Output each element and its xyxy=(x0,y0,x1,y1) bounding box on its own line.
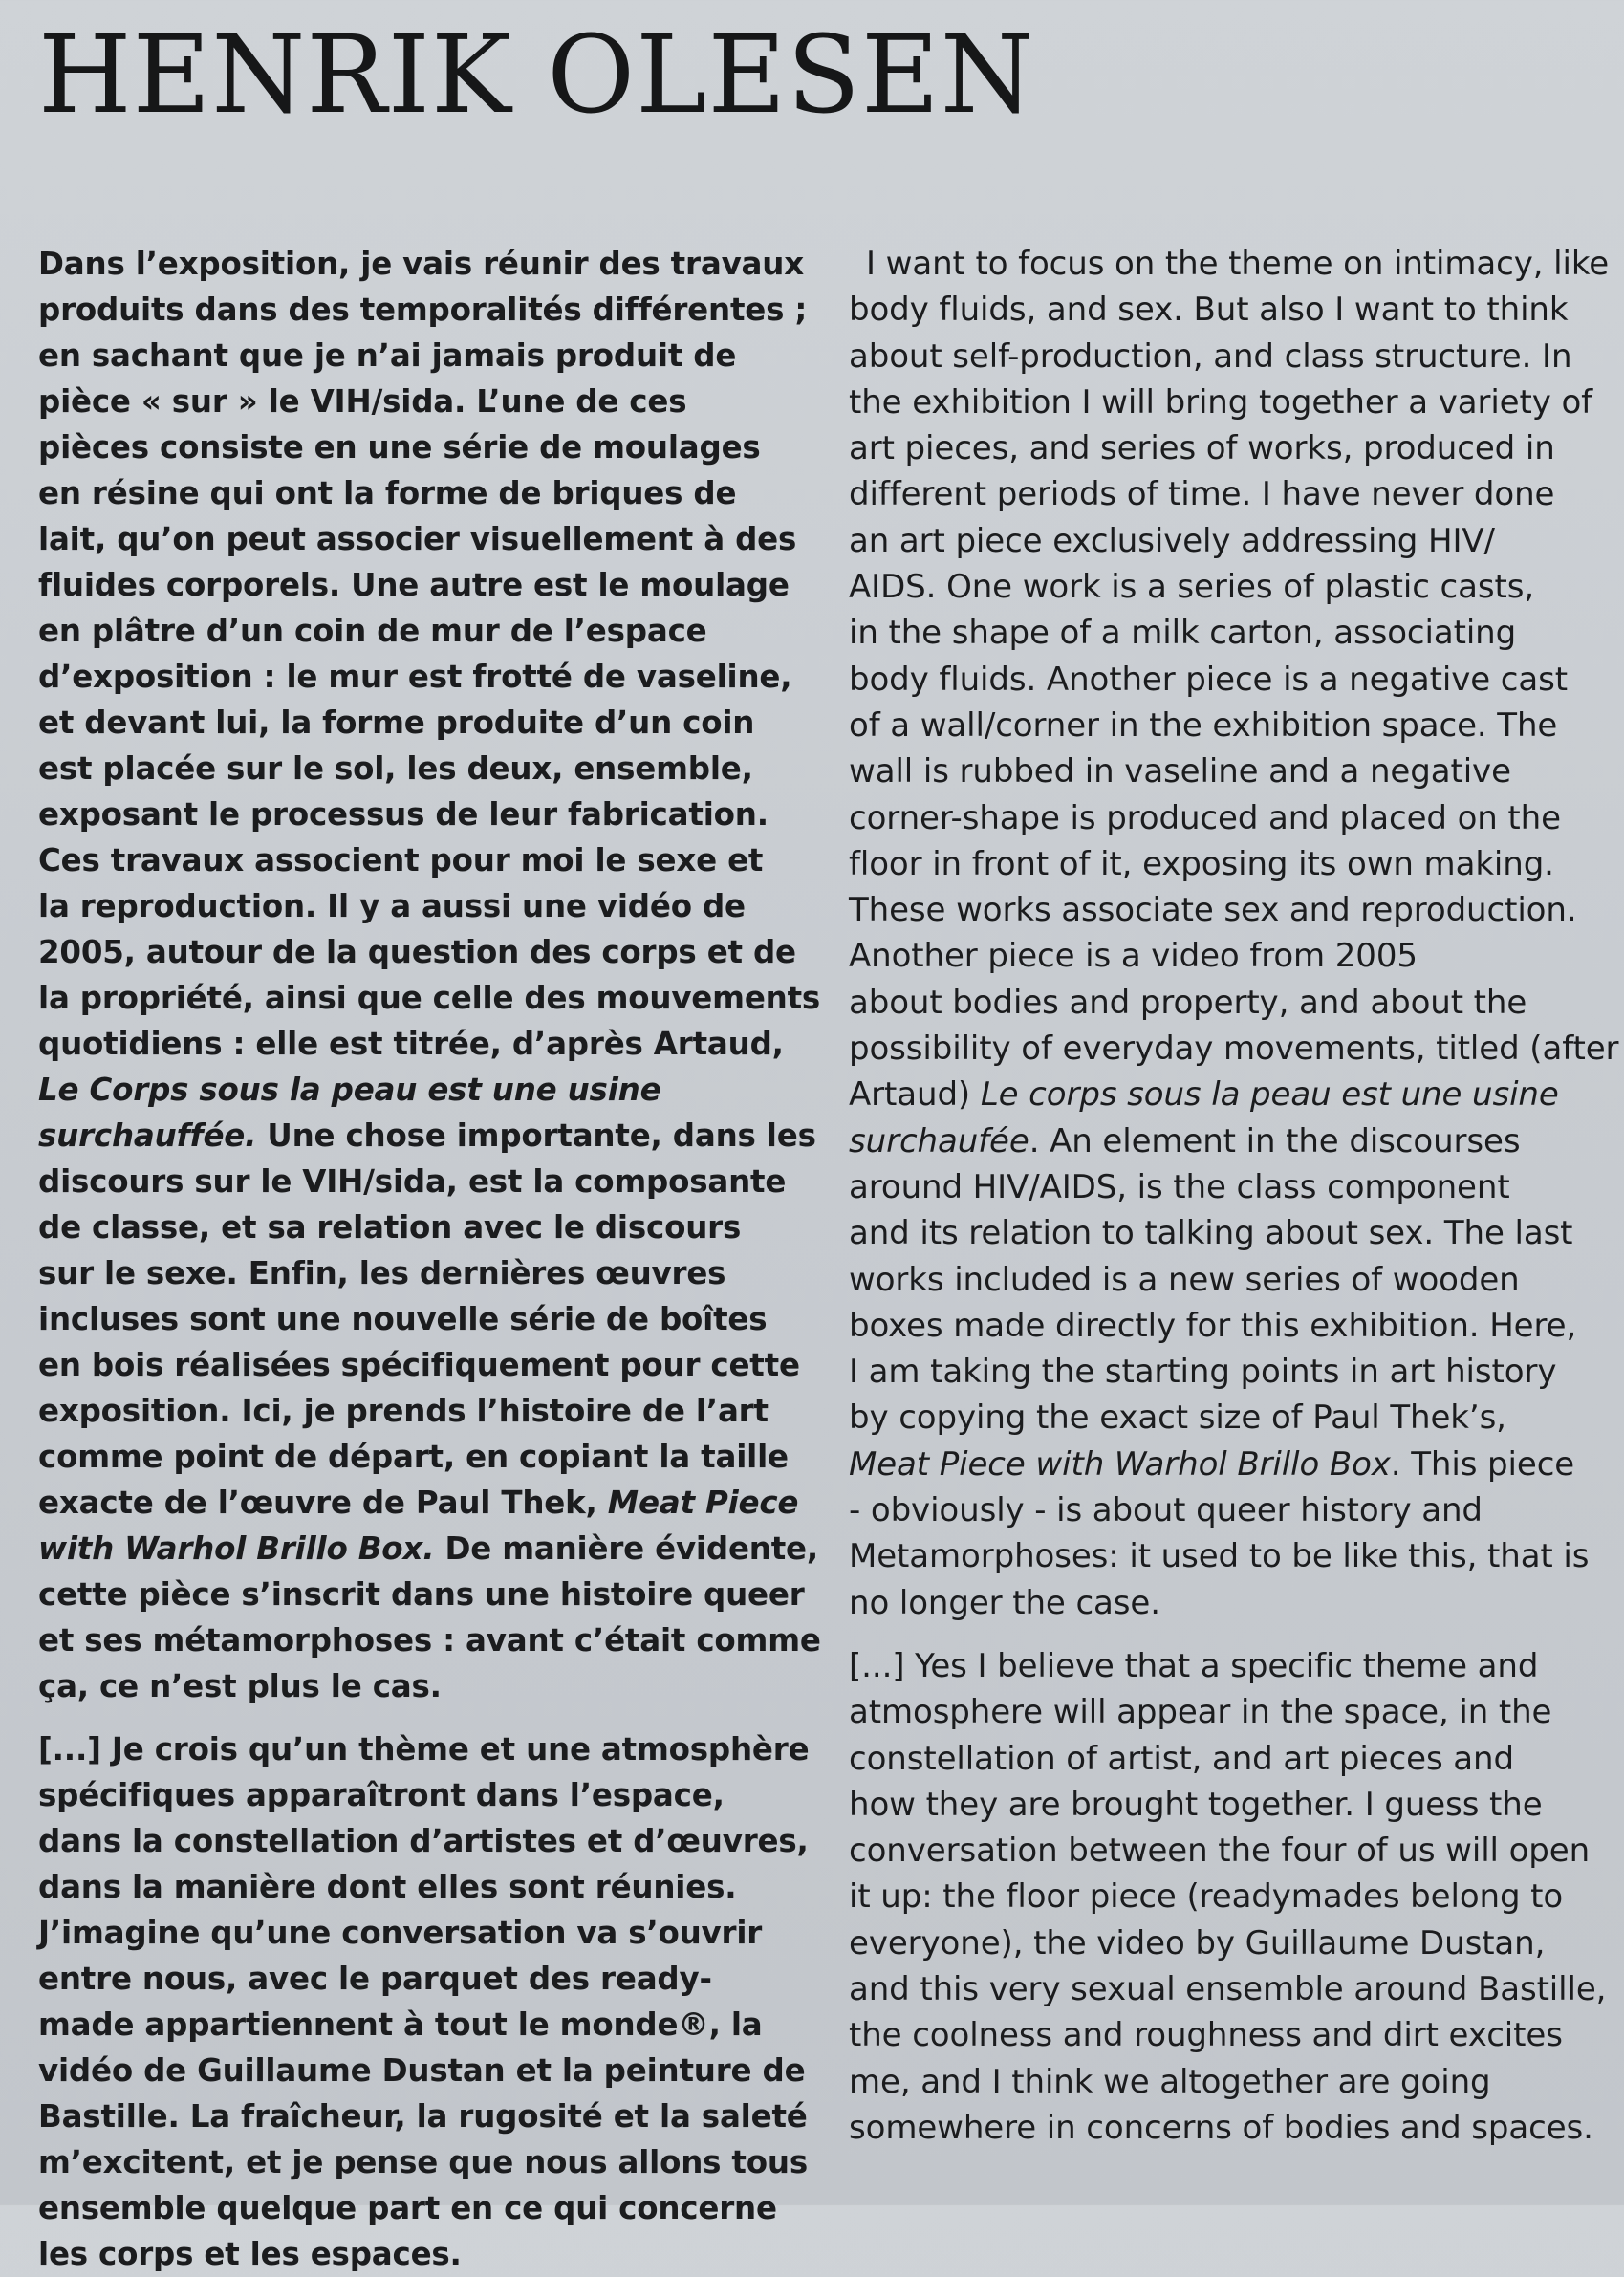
text-fragment: Artaud) xyxy=(849,1075,981,1115)
artwork-title-italic: Le Corps sous la peau est une usine xyxy=(38,1072,661,1108)
text-line: body fluids. Another piece is a negative cast xyxy=(849,660,1568,699)
artwork-title-italic: Meat Piece xyxy=(607,1485,799,1521)
text-line: and this very sexual ensemble around Bastille, xyxy=(849,1969,1607,2008)
text-line: about bodies and property, and about the xyxy=(849,983,1527,1022)
text-line: et ses métamorphoses : avant c’était comme xyxy=(38,1622,821,1659)
text-line: AIDS. One work is a series of plastic casts, xyxy=(849,568,1535,607)
text-line: cette pièce s’inscrit dans une histoire queer xyxy=(38,1576,805,1613)
text-line xyxy=(38,1480,803,1526)
text-line: Ces travaux associent pour moi le sexe et xyxy=(38,842,764,878)
text-line: - obviously - is about queer history and xyxy=(849,1491,1483,1530)
text-line: me, and I think we altogether are going xyxy=(849,2062,1491,2101)
text-line: and its relation to talking about sex. The last xyxy=(849,1214,1573,1253)
text-line: how they are brought together. I guess the xyxy=(849,1785,1543,1824)
text-line: body fluids, and sex. But also I want to think xyxy=(849,291,1569,330)
text-line: les corps et les espaces. xyxy=(38,2236,462,2272)
text-line: en bois réalisées spécifiquement pour cette xyxy=(38,1347,800,1383)
text-line: different periods of time. I have never done xyxy=(849,475,1555,514)
text-line xyxy=(38,1113,816,1159)
text-line: around HIV/AIDS, is the class component xyxy=(849,1167,1510,1206)
text-line: J’imagine qu’une conversation va s’ouvrir xyxy=(38,1915,763,1951)
artwork-title-italic: Meat Piece with Warhol Brillo Box xyxy=(849,1444,1391,1484)
text-line: pièce « sur » le VIH/sida. L’une de ces xyxy=(38,383,687,420)
text-line: no longer the case. xyxy=(849,1583,1160,1622)
text-line: lait, qu’on peut associer visuellement à des xyxy=(38,521,797,557)
text-line xyxy=(849,1072,1623,1117)
text-line: est placée sur le sol, les deux, ensemble, xyxy=(38,750,753,787)
text-line: exposant le processus de leur fabrication. xyxy=(38,796,769,833)
text-line: la propriété, ainsi que celle des mouvements xyxy=(38,980,821,1016)
text-line: Another piece is a video from 2005 xyxy=(849,937,1418,976)
english-text-column xyxy=(849,241,1623,2151)
artwork-title-italic: surchauffée. xyxy=(38,1117,257,1154)
text-line: somewhere in concerns of bodies and spaces. xyxy=(849,2108,1593,2147)
text-line: dans la manière dont elles sont réunies. xyxy=(38,1869,737,1905)
artwork-title-italic: Le corps sous la peau est une usine xyxy=(980,1075,1559,1115)
text-line: produits dans des temporalités différentes ; xyxy=(38,292,808,328)
text-line: et devant lui, la forme produite d’un coin xyxy=(38,705,755,741)
text-line: en sachant que je n’ai jamais produit de xyxy=(38,337,737,374)
text-line: sur le sexe. Enfin, les dernières œuvres xyxy=(38,1255,726,1291)
artwork-title-italic: with Warhol Brillo Box. xyxy=(38,1530,435,1567)
text-line: art pieces, and series of works, produced in xyxy=(849,429,1555,468)
text-line: m’excitent, et je pense que nous allons tous xyxy=(38,2144,808,2180)
text-line: d’exposition : le mur est frotté de vaseline, xyxy=(38,659,792,695)
text-line: about self-production, and class structure. In xyxy=(849,336,1572,376)
text-line: the exhibition I will bring together a variety of xyxy=(849,382,1593,422)
text-line: of a wall/corner in the exhibition space. The xyxy=(849,705,1558,745)
text-line: ensemble quelque part en ce qui concerne xyxy=(38,2190,777,2226)
text-line: everyone), the video by Guillaume Dustan, xyxy=(849,1923,1546,1963)
text-line: possibility of everyday movements, titled (after xyxy=(849,1030,1619,1069)
text-line: exposition. Ici, je prends l’histoire de l’art xyxy=(38,1393,769,1429)
text-line: I am taking the starting points in art history xyxy=(849,1353,1557,1392)
text-fragment: . An element in the discourses xyxy=(1029,1121,1521,1160)
text-line: pièces consiste en une série de moulages xyxy=(38,429,761,466)
text-line: incluses sont une nouvelle série de boîtes xyxy=(38,1301,768,1337)
english-paragraph-1 xyxy=(849,241,1623,1626)
text-line: atmosphere will appear in the space, in the xyxy=(849,1693,1552,1732)
french-paragraph-2 xyxy=(38,1726,810,2277)
text-line: Dans l’exposition, je vais réunir des travaux xyxy=(38,246,804,282)
text-line: conversation between the four of us will open xyxy=(849,1832,1591,1871)
artwork-title-italic: surchaufée xyxy=(849,1121,1029,1160)
text-line: en résine qui ont la forme de briques de xyxy=(38,475,737,511)
text-line: it up: the floor piece (readymades belong to xyxy=(849,1877,1564,1917)
text-line: constellation of artist, and art pieces and xyxy=(849,1739,1514,1778)
text-line: in the shape of a milk carton, associating xyxy=(849,614,1517,653)
text-line: spécifiques apparaîtront dans l’espace, xyxy=(38,1777,725,1813)
text-fragment: Une chose importante, dans les xyxy=(256,1117,816,1154)
french-paragraph-1 xyxy=(38,241,821,1709)
text-line: made appartiennent à tout le monde®, la xyxy=(38,2006,763,2043)
text-line: fluides corporels. Une autre est le moulage xyxy=(38,567,790,603)
text-line: la reproduction. Il y a aussi une vidéo de xyxy=(38,888,746,924)
text-line: ça, ce n’est plus le cas. xyxy=(38,1668,442,1704)
text-line: quotidiens : elle est titrée, d’après Artaud, xyxy=(38,1026,784,1062)
text-line: entre nous, avec le parquet des ready- xyxy=(38,1961,712,1997)
text-fragment: . This piece xyxy=(1390,1444,1575,1484)
text-line: en plâtre d’un coin de mur de l’espace xyxy=(38,613,707,649)
text-line: Metamorphoses: it used to be like this, that is xyxy=(849,1537,1590,1576)
english-paragraph-2 xyxy=(849,1643,1623,2151)
text-line: de classe, et sa relation avec le discours xyxy=(38,1209,742,1246)
text-line: floor in front of it, exposing its own making. xyxy=(849,844,1554,883)
text-line: an art piece exclusively addressing HIV/ xyxy=(849,521,1495,560)
text-line: [...] Je crois qu’un thème et une atmosphère xyxy=(38,1731,810,1767)
text-fragment: De manière évidente, xyxy=(434,1530,819,1567)
text-line: the coolness and roughness and dirt excites xyxy=(849,2016,1563,2055)
text-line: discours sur le VIH/sida, est la composante xyxy=(38,1163,787,1200)
text-line: dans la constellation d’artistes et d’œuvres, xyxy=(38,1823,809,1859)
text-line: vidéo de Guillaume Dustan et la peinture de xyxy=(38,2052,806,2089)
text-line: These works associate sex and reproduction. xyxy=(849,891,1577,930)
text-line: I want to focus on the theme on intimacy, like xyxy=(866,245,1610,283)
text-line: Bastille. La fraîcheur, la rugosité et la saleté xyxy=(38,2098,808,2135)
text-fragment: exacte de l’œuvre de Paul Thek, xyxy=(38,1485,608,1521)
artist-name-title: HENRIK OLESEN xyxy=(38,13,1035,138)
text-line xyxy=(849,1442,1623,1487)
text-line xyxy=(38,1526,819,1572)
text-line: works included is a new series of wooden xyxy=(849,1260,1520,1299)
text-line: [...] Yes I believe that a specific theme and xyxy=(849,1646,1539,1685)
text-line: wall is rubbed in vaseline and a negative xyxy=(849,752,1511,792)
text-line: comme point de départ, en copiant la taille xyxy=(38,1439,789,1475)
text-line xyxy=(38,1067,803,1113)
text-line: by copying the exact size of Paul Thek’s, xyxy=(849,1399,1506,1438)
text-line: 2005, autour de la question des corps et de xyxy=(38,934,796,970)
text-line: boxes made directly for this exhibition. Here, xyxy=(849,1306,1577,1345)
text-line xyxy=(849,1118,1623,1164)
text-line: corner-shape is produced and placed on the xyxy=(849,798,1561,837)
french-text-column xyxy=(38,241,821,2277)
